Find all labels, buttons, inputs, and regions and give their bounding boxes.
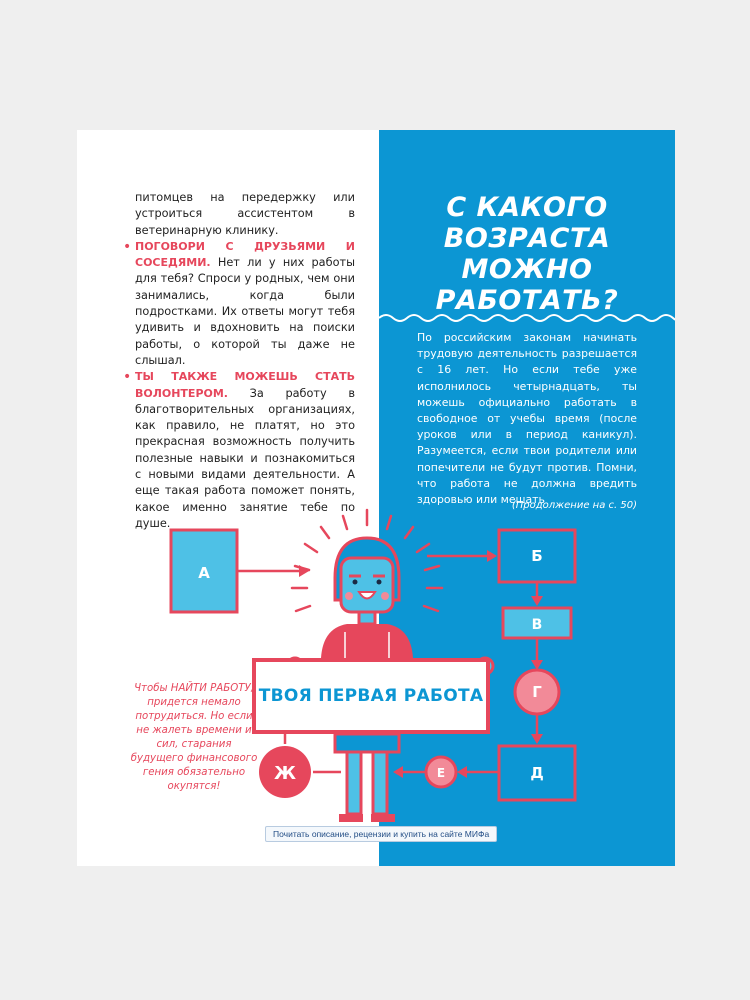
circle-e-label: Е — [436, 766, 446, 780]
side-note: Чтобы НАЙТИ РАБОТУ, придется немало потрудиться. Но если не жалеть времени и сил, старания будущего финансового гения обязательно окупятся! — [130, 683, 258, 792]
person-face — [341, 558, 393, 612]
bullet-friends-body: Нет ли у них работы для тебя? Спроси у родных, чем они занимались, когда были подростками. Их ответы могут тебя удивить и вдохновить на поиски работы, о которой ты даже не слышал. — [135, 256, 355, 367]
bullet-friends-head: ПОГОВОРИ С ДРУЗЬЯМИ И СОСЕДЯМИ. — [135, 239, 355, 270]
title-line: РАБОТАТЬ? — [435, 285, 619, 316]
right-panel-body: По российским законам начинать трудовую деятельность разрешается с 16 лет. Но если тебе уже исполнилось четырнадцать, ты можешь официально работать в свободное от учебы время (после уроков или в период каникул). Разумеется, если твои родители или попечители не будут против. Помни, что работа не должна вредить здоровью или мешать — [417, 331, 637, 507]
bullet-volunteer-head: ТЫ ТАКЖЕ МОЖЕШЬ СТАТЬ ВОЛОНТЕРОМ. — [135, 370, 355, 400]
first-job-banner — [252, 658, 490, 734]
bullet-dot-icon: • — [123, 369, 132, 386]
circle-g-label: Г — [532, 683, 542, 701]
title-line: МОЖНО — [461, 254, 593, 285]
box-a-label: А — [198, 564, 210, 582]
circle-zh-label: Ж — [273, 763, 297, 784]
intro-paragraph: питомцев на передержку или устроиться ассистентом в ветеринарную клинику. — [135, 191, 355, 237]
bullet-volunteer-body: За работу в благотворительных организациях, как правило, не платят, но это прекрасная возможность получить полезные навыки и познакомиться с новыми видами деятельности. А еще такая работа поможет понять, какое именно занятие тебе по душе. — [135, 386, 355, 530]
title-line: С КАКОГО — [446, 192, 608, 223]
box-v-label: В — [531, 617, 543, 633]
buy-on-mif-link[interactable]: Почитать описание, рецензии и купить на сайте МИФа — [265, 826, 497, 842]
person-skirt — [335, 734, 399, 752]
book-page — [77, 130, 675, 866]
bullet-dot-icon: • — [123, 238, 132, 255]
box-b-label: Б — [531, 547, 543, 565]
title-line: ВОЗРАСТА — [443, 223, 611, 254]
first-job-banner-label: ТВОЯ ПЕРВАЯ РАБОТА — [258, 686, 484, 706]
continued-note: (Продолжение на с. 50) — [511, 500, 637, 511]
person-torso — [321, 624, 413, 658]
box-d-label: Д — [530, 764, 544, 782]
